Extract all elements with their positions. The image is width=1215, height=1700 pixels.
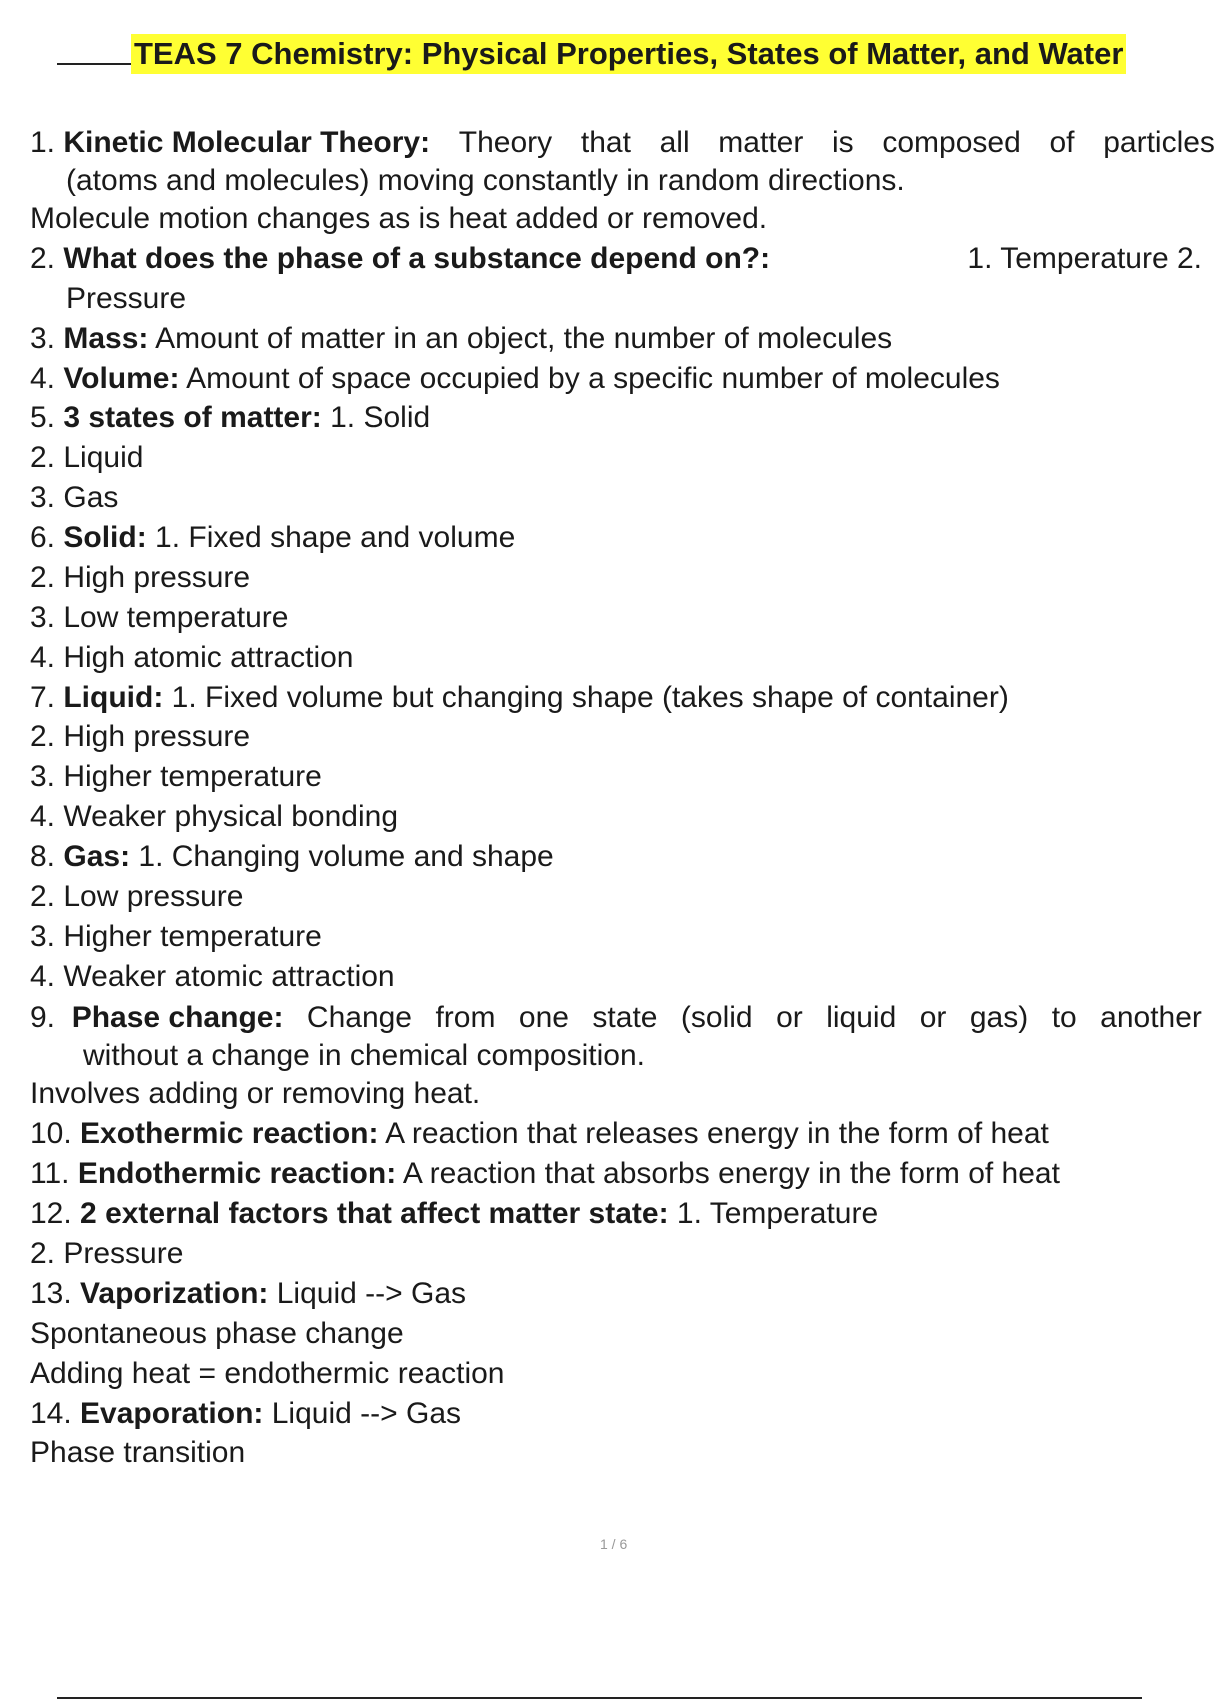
item-14-extra: Phase transition xyxy=(30,1436,246,1469)
item-2-term: What does the phase of a substance depend on?: xyxy=(63,242,771,275)
item-13: 13. Vaporization: Liquid --> Gas xyxy=(30,1277,467,1310)
item-9-line-1: 9. Phase change: Change from one state (solid or liquid or gas) to another xyxy=(30,1001,1202,1034)
document-title: TEAS 7 Chemistry: Physical Properties, States of Matter, and Water xyxy=(131,34,1126,74)
title-rule xyxy=(57,63,131,65)
item-1-line-1: 1. Kinetic Molecular Theory: Theory that all matter is composed of particles xyxy=(30,126,1215,159)
item-10: 10. Exothermic reaction: A reaction that releases energy in the form of heat xyxy=(30,1117,1049,1150)
item-6-sub: 2. High pressure xyxy=(30,561,251,594)
item-1-term: Kinetic Molecular Theory: xyxy=(63,126,431,159)
item-6-sub: 3. Low temperature xyxy=(30,601,289,634)
item-7-sub: 2. High pressure xyxy=(30,720,251,753)
item-5: 5. 3 states of matter: 1. Solid xyxy=(30,401,431,434)
bottom-rule xyxy=(57,1697,1142,1699)
item-14: 14. Evaporation: Liquid --> Gas xyxy=(30,1397,462,1430)
item-6: 6. Solid: 1. Fixed shape and volume xyxy=(30,521,516,554)
item-9-term: Phase change: xyxy=(71,1001,284,1034)
item-8: 8. Gas: 1. Changing volume and shape xyxy=(30,840,554,873)
item-9-extra: Involves adding or removing heat. xyxy=(30,1077,481,1110)
item-2-line-1: 2. What does the phase of a substance depend on?: 1. Temperature 2. xyxy=(30,242,1202,275)
item-1-extra: Molecule motion changes as is heat added or removed. xyxy=(30,202,768,235)
item-7: 7. Liquid: 1. Fixed volume but changing shape (takes shape of container) xyxy=(30,681,1009,714)
item-7-sub: 4. Weaker physical bonding xyxy=(30,800,398,833)
item-4: 4. Volume: Amount of space occupied by a specific number of molecules xyxy=(30,362,1000,395)
item-5-sub: 2. Liquid xyxy=(30,441,144,474)
item-2-line-2: Pressure xyxy=(66,282,187,315)
item-8-sub: 4. Weaker atomic attraction xyxy=(30,960,395,993)
item-1-line-2: (atoms and molecules) moving constantly in random directions. xyxy=(66,164,905,197)
title-row xyxy=(57,33,1126,75)
item-12-sub: 2. Pressure xyxy=(30,1237,184,1270)
item-13-extra: Spontaneous phase change xyxy=(30,1317,404,1350)
item-11: 11. Endothermic reaction: A reaction that absorbs energy in the form of heat xyxy=(30,1157,1060,1190)
item-8-sub: 3. Higher temperature xyxy=(30,920,322,953)
item-5-sub: 3. Gas xyxy=(30,481,119,514)
item-7-sub: 3. Higher temperature xyxy=(30,760,322,793)
item-8-sub: 2. Low pressure xyxy=(30,880,244,913)
item-13-extra: Adding heat = endothermic reaction xyxy=(30,1357,505,1390)
item-12: 12. 2 external factors that affect matter state: 1. Temperature xyxy=(30,1197,879,1230)
item-9-line-2: without a change in chemical composition. xyxy=(83,1039,645,1072)
item-6-sub: 4. High atomic attraction xyxy=(30,641,354,674)
item-3: 3. Mass: Amount of matter in an object, the number of molecules xyxy=(30,322,893,355)
page-indicator: 1 / 6 xyxy=(600,1536,628,1552)
